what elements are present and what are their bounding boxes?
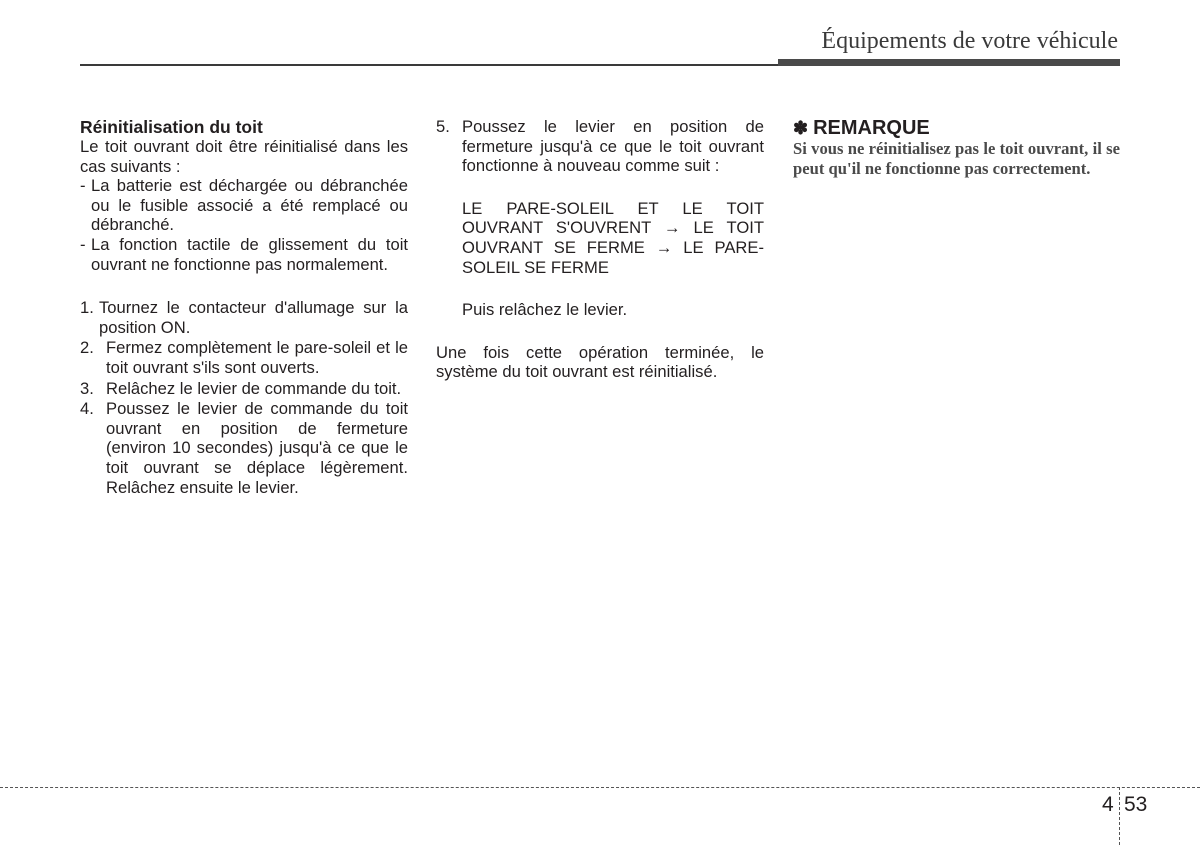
step-text: Poussez le levier de commande du toit ouvrant en position de fermeture (environ 10 secondes) jusqu'à ce que le toit ouvrant se déplace légèrement. Relâchez ensuite le levier. <box>106 399 408 497</box>
note-heading <box>793 117 1120 139</box>
header-rule-accent <box>778 59 1120 66</box>
step-text: Tournez le contacteur d'allumage sur la position ON. <box>99 298 408 337</box>
column-right <box>793 117 1120 179</box>
footer-divider <box>0 787 1200 788</box>
step-text: Fermez complètement le pare-soleil et le toit ouvrant s'ils sont ouverts. <box>106 338 408 377</box>
step-number: 2. <box>80 338 94 358</box>
list-marker: - <box>80 234 86 254</box>
step-text: Poussez le levier en position de fermeture jusqu'à ce que le toit ouvrant fonctionne à nouveau comme suit : <box>462 117 764 176</box>
list-marker: - <box>80 176 86 196</box>
step-item <box>80 379 408 399</box>
sequence-text: LE PARE-SOLEIL ET LE TOIT OUVRANT S'OUVRENT → LE TOIT OUVRANT SE FERME → LE PARE-SOLEIL SE FERME <box>462 198 764 277</box>
conclusion-paragraph: Une fois cette opération terminée, le système du toit ouvrant est réinitialisé. <box>436 342 764 382</box>
note-body: Si vous ne réinitialisez pas le toit ouvrant, il se peut qu'il ne fonctionne pas correctement. <box>793 139 1120 178</box>
footer-page-divider <box>1119 787 1120 845</box>
asterisk-icon: ✽ <box>793 118 809 138</box>
step-number: 3. <box>80 378 94 398</box>
header-rule <box>80 64 780 66</box>
section-number: 4 <box>1102 793 1114 816</box>
page-header-title: Équipements de votre véhicule <box>821 28 1118 54</box>
column-middle <box>436 117 764 382</box>
section-heading: Réinitialisation du toit <box>80 117 263 137</box>
step-item <box>436 117 764 176</box>
intro-paragraph: Le toit ouvrant doit être réinitialisé dans les cas suivants : <box>80 137 408 176</box>
condition-item <box>80 235 408 274</box>
step-item <box>80 298 408 337</box>
condition-text: La batterie est déchargée ou débranchée ou le fusible associé a été remplacé ou débranché. <box>91 176 408 235</box>
step-number: 1. <box>80 298 94 318</box>
step-item <box>80 399 408 497</box>
step-text: Relâchez le levier de commande du toit. <box>106 378 402 398</box>
step-number: 4. <box>80 399 94 419</box>
note-heading-label: REMARQUE <box>813 117 930 139</box>
condition-text: La fonction tactile de glissement du toit ouvrant ne fonctionne pas normalement. <box>91 234 408 274</box>
condition-item <box>80 176 408 235</box>
column-left <box>80 117 408 497</box>
step-number: 5. <box>436 117 450 136</box>
page-number: 53 <box>1124 793 1148 816</box>
release-text: Puis relâchez le levier. <box>462 300 628 320</box>
step-item <box>80 338 408 377</box>
